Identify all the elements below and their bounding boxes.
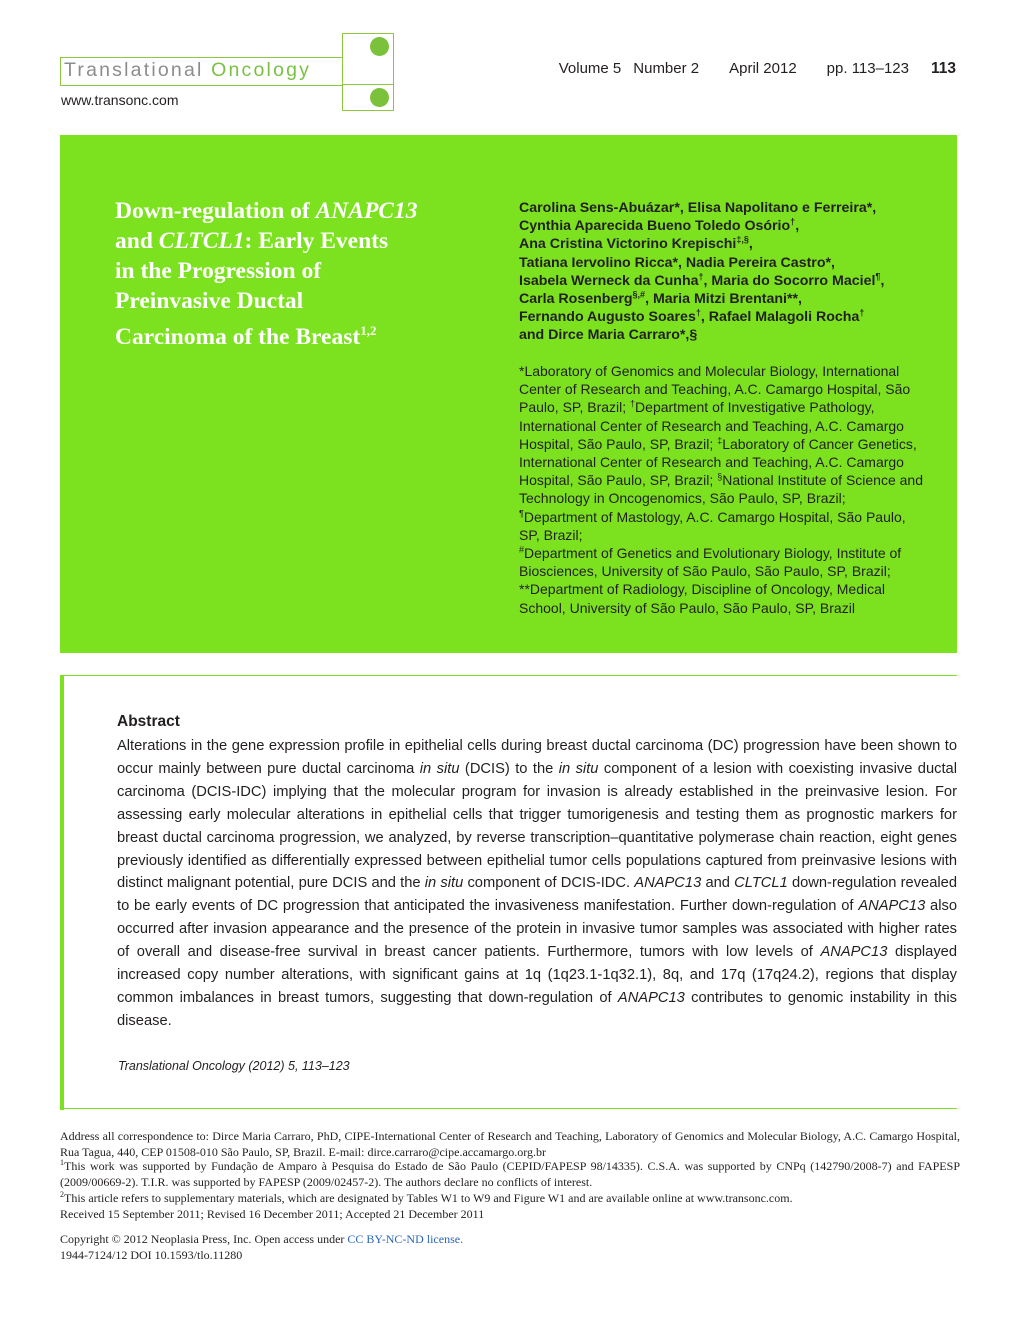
author-name: Tatiana Iervolino Ricca bbox=[519, 254, 673, 271]
author-affiliation-mark: † bbox=[790, 216, 796, 227]
affiliation-mark: † bbox=[630, 398, 636, 409]
author-separator: , bbox=[678, 254, 686, 271]
issue-date: April 2012 bbox=[729, 60, 797, 77]
running-head bbox=[547, 60, 956, 78]
abstract-body: Alterations in the gene expression profile in epithelial cells during breast ductal carcinoma (DC) progression have been shown to occur mainly between pure ductal carcinoma in situ (DCIS) to the in situ component of a lesion with coexisting invasive ductal carcinoma (DCIS-IDC) implying that the molecular program for invasion is already established in the preinvasive lesion. For assessing early molecular alterations in epithelial cells that trigger tumorigenesis and testing them as prognostic markers for breast ductal carcinoma progression, we analyzed, by reverse transcription–quantitative polymerase chain reaction, eight genes previously identified as differentially expressed between epithelial tumor cells populations captured from preinvasive lesions with distinct malignant potential, pure DCIS and the in situ component of DCIS-IDC. ANAPC13 and CLTCL1 down-regulation revealed to be early events of DC progression that anticipated the invasiveness manifestation. Further down-regulation of ANAPC13 also occurred after invasion appearance and the presence of the protein in invasive tumor samples was associated with higher rates of overall and disease-free survival in breast cancer patients. Furthermore, tumors with low levels of ANAPC13 displayed increased copy number alterations, with significant gains at 1q (1q23.1-1q32.1), 8q, and 17q (17q24.2), regions that display common imbalances in breast tumors, suggesting that down-regulation of ANAPC13 contributes to genomic instability in this disease. bbox=[117, 738, 958, 1029]
author-name: Carolina Sens-Abuázar bbox=[519, 200, 675, 216]
author-name: Carla Rosenberg bbox=[519, 291, 633, 308]
affiliation-mark: ¶ bbox=[519, 507, 524, 518]
author-affiliation-mark: * bbox=[672, 254, 679, 271]
affiliation-text: Department of Investigative Pathology, International Center of Research and Teaching, A.C. Camargo Hospital, São Paulo, SP, Brazil; bbox=[519, 399, 904, 452]
issn-doi: 1944-7124/12 DOI 10.1593/tlo.11280 bbox=[60, 1248, 243, 1262]
journal-name-accent: Oncology bbox=[211, 59, 312, 81]
issue-number: Number 2 bbox=[633, 60, 700, 77]
footnote-text: This article refers to supplementary materials, which are designated by Tables W1 to W9 and Figure W1 and are available online at www.transonc.com. bbox=[64, 1191, 793, 1205]
affiliation-mark: ‡ bbox=[717, 435, 723, 446]
author-name: Elisa Napolitano e Ferreira bbox=[687, 200, 867, 216]
author-name: Cynthia Aparecida Bueno Toledo Osório bbox=[519, 218, 791, 235]
footnote-mark: 1 bbox=[60, 1158, 64, 1167]
correspondence-note: Address all correspondence to: Dirce Maria Carraro, PhD, CIPE-International Center of Research and Teaching, Laboratory of Genomics and Molecular Biology, A.C. Camargo Hospital, Rua Tagua, 440, CEP 01508-010 São Paulo, SP, Brazil. E-mail: dirce.carraro@cipe.accamargo.org.br bbox=[60, 1129, 960, 1159]
license-link[interactable]: CC BY-NC-ND license. bbox=[347, 1232, 464, 1246]
author-separator: , bbox=[798, 291, 802, 308]
author-separator: , bbox=[795, 218, 800, 235]
author-affiliation-mark: ¶ bbox=[875, 271, 881, 282]
page-range: pp. 113–123 bbox=[826, 60, 909, 77]
author-separator: , bbox=[872, 200, 877, 216]
title-text: and bbox=[115, 228, 159, 254]
abstract-rule-left bbox=[60, 676, 64, 1110]
received-dates: Received 15 September 2011; Revised 16 December 2011; Accepted 21 December 2011 bbox=[60, 1207, 485, 1221]
author-name: Nadia Pereira Castro bbox=[685, 254, 826, 271]
author-affiliation-mark: * bbox=[866, 200, 873, 216]
journal-url-link[interactable]: www.transonc.com bbox=[61, 92, 179, 108]
author-name: Ana Cristina Victorino Krepischi bbox=[519, 236, 737, 253]
title-text: Preinvasive Ductal bbox=[115, 288, 304, 314]
author-separator: , bbox=[679, 200, 688, 216]
author-name: and Dirce Maria Carraro bbox=[519, 327, 680, 344]
article-title bbox=[115, 196, 495, 352]
author-name: Maria do Socorro Maciel bbox=[711, 272, 876, 289]
title-text: : Early Events bbox=[244, 228, 389, 254]
author-name: Isabela Werneck da Cunha bbox=[519, 272, 699, 289]
logo-dot-bottom bbox=[370, 88, 389, 107]
affiliations bbox=[519, 362, 924, 617]
affiliation-text: **Department of Radiology, Discipline of Oncology, Medical School, University of São Paulo, São Paulo, SP, Brazil bbox=[519, 581, 885, 616]
affiliation-text: Laboratory of Cancer Genetics, International Center of Research and Teaching, A.C. Camargo Hospital, São Paulo, SP, Brazil; bbox=[519, 435, 917, 489]
author-separator: , bbox=[645, 291, 653, 308]
author-separator: , bbox=[831, 254, 835, 271]
abstract-rule-top bbox=[60, 675, 957, 676]
title-gene-cltcl1: CLTCL1 bbox=[158, 228, 245, 254]
author-name: Fernando Augusto Soares bbox=[519, 309, 696, 326]
footnote-mark: 2 bbox=[60, 1190, 64, 1199]
author-affiliation-mark: *,§ bbox=[679, 327, 698, 344]
footnote-2 bbox=[60, 1190, 960, 1206]
author-affiliation-mark: * bbox=[674, 200, 680, 216]
author-list bbox=[519, 199, 939, 345]
affiliation-mark: § bbox=[717, 471, 723, 482]
author-separator: , bbox=[880, 272, 885, 289]
logo-dot-top bbox=[370, 37, 389, 56]
author-affiliation-mark: §,# bbox=[632, 289, 646, 300]
abstract-citation: Translational Oncology (2012) 5, 113–123 bbox=[118, 1059, 350, 1073]
title-text: Down-regulation of bbox=[115, 198, 316, 224]
journal-name-plain: Translational bbox=[64, 59, 212, 81]
author-name: Maria Mitzi Brentani bbox=[652, 291, 787, 308]
author-affiliation-mark: ‡,§ bbox=[736, 234, 749, 245]
author-separator: , bbox=[703, 272, 712, 289]
footnote-text: This work was supported by Fundação de Amparo à Pesquisa do Estado de São Paulo (CEPID/FAPESP 98/14335). C.S.A. was supported by CNPq (142790/2008-7) and FAPESP (2009/00669-2). T.I.R. was supported by FAPESP (2009/02457-2). The authors declare no conflicts of interest. bbox=[60, 1159, 960, 1189]
affiliation-text: Department of Mastology, A.C. Camargo Hospital, São Paulo, SP, Brazil; bbox=[519, 508, 906, 543]
journal-logo bbox=[64, 59, 311, 82]
copyright-line bbox=[60, 1231, 960, 1247]
affiliation-text: National Institute of Science and Technology in Oncogenomics, São Paulo, SP, Brazil; bbox=[519, 472, 923, 507]
author-affiliation-mark: ** bbox=[786, 291, 799, 308]
title-gene-anapc13: ANAPC13 bbox=[315, 198, 418, 224]
abstract-rule-bottom bbox=[60, 1108, 957, 1109]
affiliation-text: *Laboratory of Genomics and Molecular Biology, International Center of Research and Teaching, A.C. Camargo Hospital, São Paulo, SP, Brazil; bbox=[519, 363, 911, 416]
open-access-text: Open access under bbox=[254, 1232, 348, 1246]
affiliation-text: Department of Genetics and Evolutionary Biology, Institute of Biosciences, University of São Paulo, São Paulo, SP, Brazil; bbox=[519, 545, 902, 580]
page-number: 113 bbox=[930, 60, 956, 77]
title-text: in the Progression of bbox=[115, 258, 322, 284]
author-affiliation-mark: † bbox=[695, 307, 701, 318]
author-affiliation-mark: † bbox=[698, 271, 704, 282]
author-separator: , bbox=[748, 236, 753, 253]
author-separator: , bbox=[700, 309, 709, 326]
author-name: Rafael Malagoli Rocha bbox=[708, 309, 860, 326]
volume: Volume 5 bbox=[558, 60, 622, 77]
author-affiliation-mark: * bbox=[825, 254, 832, 271]
affiliation-mark: # bbox=[519, 544, 525, 555]
author-affiliation-mark: † bbox=[859, 307, 865, 318]
abstract-heading: Abstract bbox=[117, 713, 180, 730]
copyright-text: Copyright © 2012 Neoplasia Press, Inc. bbox=[60, 1232, 255, 1246]
title-text: Carcinoma of the Breast bbox=[115, 323, 361, 350]
title-footnote-marks[interactable]: 1,2 bbox=[360, 323, 377, 338]
footnote-1 bbox=[60, 1158, 960, 1190]
